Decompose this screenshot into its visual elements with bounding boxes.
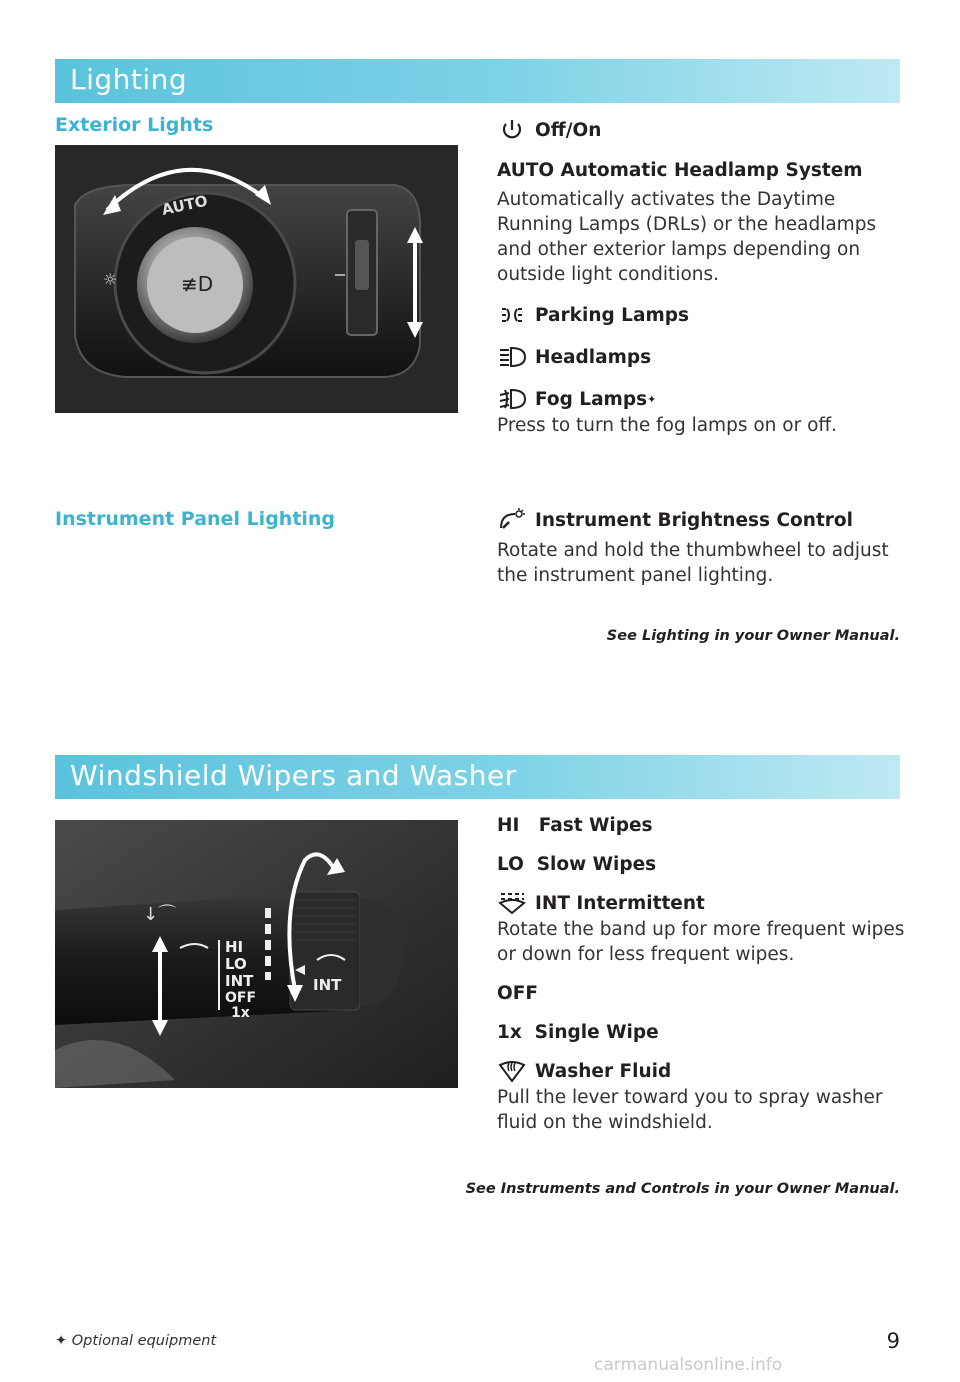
washer-fluid-icon xyxy=(497,1059,527,1083)
washer-item xyxy=(497,1059,907,1083)
hi-fast-wipes: HI Fast Wipes xyxy=(497,815,653,836)
page-number: 9 xyxy=(886,1329,900,1353)
power-icon xyxy=(497,118,527,142)
auto-headlamp-title: AUTO Automatic Headlamp System xyxy=(497,160,863,181)
parking-lamps-icon xyxy=(497,303,527,327)
watermark: carmanualsonline.info xyxy=(594,1355,783,1375)
brightness-desc: Rotate and hold the thumbwheel to adjust the instrument panel lighting. xyxy=(497,540,889,586)
lo-slow-wipes: LO Slow Wipes xyxy=(497,854,657,875)
svg-text:↓⌒: ↓⌒ xyxy=(143,904,177,925)
headlamps-item xyxy=(497,345,907,369)
wipers-text xyxy=(497,815,907,1151)
off-item: OFF xyxy=(497,983,539,1004)
int-item xyxy=(497,891,907,915)
instrument-brightness-text xyxy=(497,508,907,604)
auto-headlamp-desc: Automatically activates the Daytime Running Lamps (DRLs) or the headlamps and other exterior lamps depending on outside light conditions. xyxy=(497,189,877,285)
brightness-icon xyxy=(497,508,527,532)
washer-desc: Pull the lever toward you to spray washer fluid on the windshield. xyxy=(497,1087,883,1133)
headlamp-switch-photo xyxy=(55,145,458,413)
int-desc: Rotate the band up for more frequent wipes or down for less frequent wipes. xyxy=(497,919,905,965)
optional-equipment-label: Optional equipment xyxy=(71,1333,217,1349)
off-on-label: Off/On xyxy=(535,119,602,141)
int-label: INT Intermittent xyxy=(535,892,705,914)
wipers-title: Windshield Wipers and Washer xyxy=(70,759,517,792)
headlamps-icon xyxy=(497,345,527,369)
exterior-lights-heading: Exterior Lights xyxy=(55,114,214,136)
svg-text:☼: ☼ xyxy=(103,270,118,289)
off-on-item xyxy=(497,118,907,142)
lighting-title: Lighting xyxy=(70,63,188,96)
exterior-lights-text xyxy=(497,118,907,454)
svg-text:≢D: ≢D xyxy=(181,272,214,296)
brightness-item xyxy=(497,508,907,532)
lighting-see-manual: See Lighting in your Owner Manual. xyxy=(606,628,900,644)
intermittent-icon xyxy=(497,891,527,915)
wipers-banner xyxy=(55,755,900,799)
headlamps-label: Headlamps xyxy=(535,346,652,368)
wipers-see-manual: See Instruments and Controls in your Owner Manual. xyxy=(465,1181,900,1197)
photo-label-off: OFF xyxy=(225,990,257,1006)
washer-label: Washer Fluid xyxy=(535,1060,672,1082)
parking-lamps-label: Parking Lamps xyxy=(535,304,689,326)
single-wipe-item: 1x Single Wipe xyxy=(497,1022,659,1043)
fog-lamps-label: Fog Lamps xyxy=(535,388,648,410)
fog-lamps-desc: Press to turn the fog lamps on or off. xyxy=(497,415,838,436)
instrument-panel-heading: Instrument Panel Lighting xyxy=(55,508,336,530)
fog-lamps-icon xyxy=(497,387,527,411)
photo-label-lo: LO xyxy=(225,955,247,973)
lighting-banner xyxy=(55,59,900,103)
parking-lamps-item xyxy=(497,303,907,327)
auto-label: AUTO xyxy=(160,191,210,219)
fog-lamps-item xyxy=(497,387,907,411)
optional-mark: ✦ xyxy=(647,392,657,406)
brightness-label: Instrument Brightness Control xyxy=(535,509,853,531)
photo-label-hi: HI xyxy=(225,938,244,956)
optional-mark-icon: ✦ xyxy=(55,1333,68,1349)
wiper-stalk-photo xyxy=(55,820,458,1088)
band-label-int: INT xyxy=(313,976,342,994)
photo-label-1x: 1x xyxy=(231,1005,250,1021)
optional-equipment-note xyxy=(55,1333,216,1349)
photo-label-int: INT xyxy=(225,972,254,990)
